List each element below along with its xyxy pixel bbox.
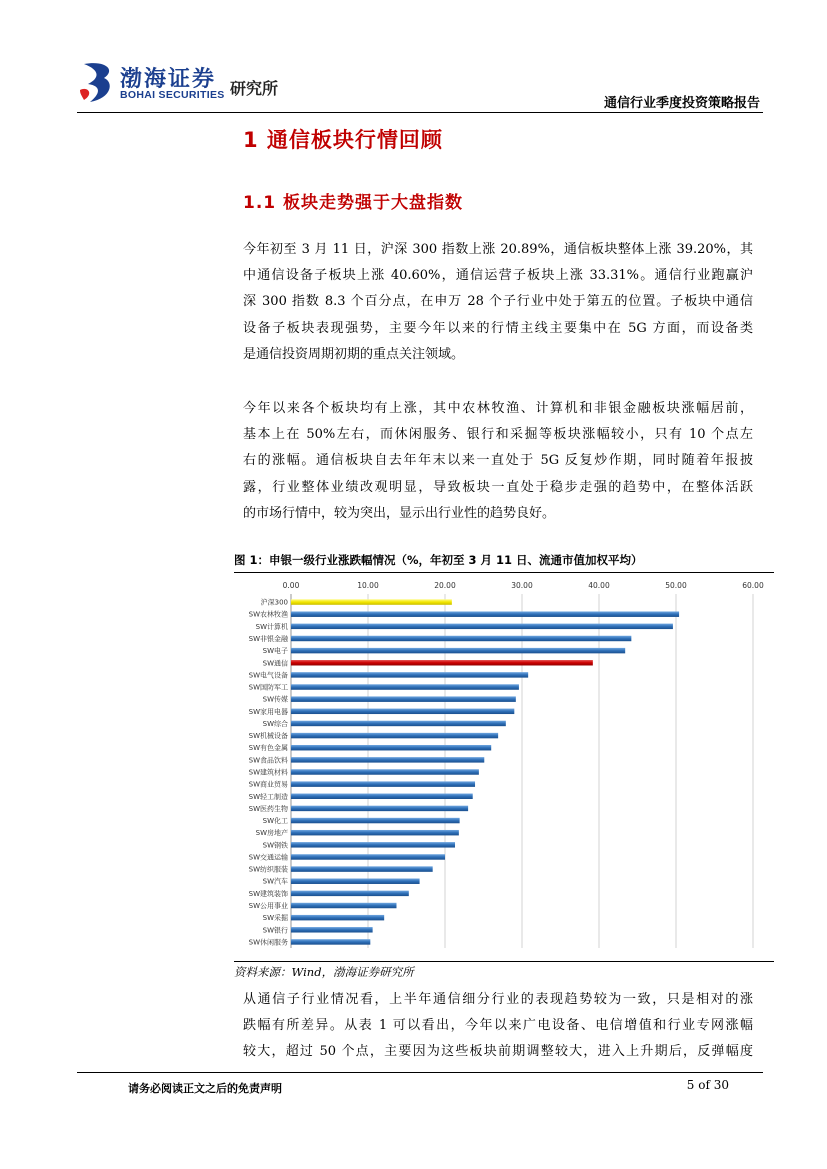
text-line: 今年以来各个板块均有上涨，其中农林牧渔、计算机和非银金融板块涨幅居前， xyxy=(243,401,753,416)
text-line: 跌幅有所差异。从表 1 可以看出，今年以来广电设备、电信增值和行业专网涨幅 xyxy=(243,1018,753,1034)
bar-SW家用电器 xyxy=(291,709,514,714)
text-line: 露，行业整体业绩改观明显，导致板块一直处于稳步走强的趋势中，在整体活跃 xyxy=(243,479,753,495)
page-number: 5 of 30 xyxy=(686,1078,729,1092)
logo-cn-text: 渤海证券 xyxy=(120,67,217,92)
bar-SW汽车 xyxy=(291,879,420,884)
bar-SW综合 xyxy=(291,721,506,726)
text-line: 设备子板块表现强势，主要今年以来的行情主线主要集中在 5G 方面，而设备类 xyxy=(243,320,753,336)
bohai-logo-icon xyxy=(78,60,118,104)
bar-SW采掘 xyxy=(291,915,384,920)
paragraph-2 xyxy=(243,396,753,527)
bar-SW轻工制造 xyxy=(291,794,473,799)
x-tick-label: 10.00 xyxy=(357,581,379,590)
bar-chart xyxy=(234,574,774,960)
category-label: SW医药生物 xyxy=(248,804,288,813)
x-tick-label: 50.00 xyxy=(665,581,687,590)
text-line: 基本上在 50%左右，而休闲服务、银行和采掘等板块涨幅较小，只有 10 个点左 xyxy=(243,427,753,443)
x-tick-label: 0.00 xyxy=(282,581,300,590)
bar-SW房地产 xyxy=(291,830,459,835)
bar-SW建筑装饰 xyxy=(291,891,409,896)
text-line: 从通信子行业情况看，上半年通信细分行业的表现趋势较为一致，只是相对的涨 xyxy=(243,992,753,1007)
text-line: 较大，超过 50 个点，主要因为这些板块前期调整较大，进入上升期后，反弹幅度 xyxy=(243,1044,753,1060)
category-label: SW非银金融 xyxy=(248,634,288,643)
dept-label: 研究所 xyxy=(230,79,279,98)
bar-SW国防军工 xyxy=(291,684,519,689)
bar-SW纺织服装 xyxy=(291,866,433,871)
bar-SW通信 xyxy=(291,660,593,665)
bar-SW电子 xyxy=(291,648,625,653)
category-label: SW建筑材料 xyxy=(248,768,288,777)
paragraph-1 xyxy=(243,237,753,368)
category-label: SW传媒 xyxy=(262,695,288,704)
text-line: 的市场行情中，较为突出，显示出行业性的趋势良好。 xyxy=(243,505,556,521)
category-label: SW家用电器 xyxy=(248,707,288,716)
category-label: SW商业贸易 xyxy=(248,780,288,789)
text-line: 是通信投资周期初期的重点关注领域。 xyxy=(243,346,465,362)
category-label: SW轻工制造 xyxy=(248,792,288,801)
category-label: SW钢铁 xyxy=(262,841,288,850)
category-label: SW综合 xyxy=(262,719,288,728)
logo-en-text: BOHAI SECURITIES xyxy=(120,89,225,101)
chart-svg xyxy=(234,574,774,960)
figure-bottom-rule xyxy=(234,961,774,962)
x-tick-label: 40.00 xyxy=(588,581,610,590)
category-label: SW休闲服务 xyxy=(248,938,288,947)
x-tick-label: 60.00 xyxy=(742,581,764,590)
bar-SW化工 xyxy=(291,818,460,823)
category-label: SW建筑装饰 xyxy=(248,889,288,898)
bar-SW休闲服务 xyxy=(291,939,370,944)
category-label: SW纺织服装 xyxy=(248,865,288,874)
section-heading: 1 通信板块行情回顾 xyxy=(243,128,443,152)
paragraph-3 xyxy=(243,987,753,1066)
bar-SW医药生物 xyxy=(291,806,468,811)
figure-title: 图 1：申银一级行业涨跌幅情况（%，年初至 3 月 11 日、流通市值加权平均） xyxy=(234,553,643,567)
category-label: SW计算机 xyxy=(255,622,288,631)
bar-SW银行 xyxy=(291,927,373,932)
text-line: 右的涨幅。通信板块自去年年末以来一直处于 5G 反复炒作期，同时随着年报披 xyxy=(243,453,753,469)
category-label: SW电子 xyxy=(262,647,288,656)
bar-SW钢铁 xyxy=(291,842,455,847)
x-tick-label: 20.00 xyxy=(434,581,456,590)
bar-SW建筑材料 xyxy=(291,769,479,774)
category-label: SW交通运输 xyxy=(248,853,288,862)
bar-SW交通运输 xyxy=(291,854,445,859)
text-line: 深 300 指数 8.3 个百分点，在申万 28 个子行业中处于第五的位置。子板块中通信 xyxy=(243,294,753,310)
category-label: SW农林牧渔 xyxy=(248,610,288,619)
category-label: SW房地产 xyxy=(255,829,288,838)
bar-SW非银金融 xyxy=(291,636,631,641)
bar-SW商业贸易 xyxy=(291,781,475,786)
company-logo xyxy=(78,60,228,106)
bar-SW农林牧渔 xyxy=(291,611,679,616)
text-line: 中通信设备子板块上涨 40.60%，通信运营子板块上涨 33.31%。通信行业跑赢沪 xyxy=(243,268,753,284)
category-label: SW国防军工 xyxy=(248,683,288,692)
bar-SW公用事业 xyxy=(291,903,396,908)
bar-SW有色金属 xyxy=(291,745,491,750)
category-label: SW食品饮料 xyxy=(248,756,288,765)
bar-SW电气设备 xyxy=(291,672,528,677)
report-title: 通信行业季度投资策略报告 xyxy=(603,96,760,111)
footer-divider xyxy=(77,1072,763,1073)
category-label: SW有色金属 xyxy=(248,744,288,753)
category-label: SW公用事业 xyxy=(248,902,288,911)
subsection-heading: 1.1 板块走势强于大盘指数 xyxy=(243,193,464,213)
bar-SW机械设备 xyxy=(291,733,498,738)
bar-SW食品饮料 xyxy=(291,757,484,762)
category-label: SW通信 xyxy=(262,659,288,668)
x-tick-label: 30.00 xyxy=(511,581,533,590)
figure-top-rule xyxy=(234,572,774,573)
category-label: SW电气设备 xyxy=(248,671,288,680)
figure-source: 资料来源：Wind，渤海证券研究所 xyxy=(234,965,414,979)
bar-SW计算机 xyxy=(291,624,673,629)
category-label: SW化工 xyxy=(262,817,288,826)
category-label: SW汽车 xyxy=(262,877,288,886)
bar-SW传媒 xyxy=(291,696,516,701)
category-label: SW银行 xyxy=(262,926,288,935)
category-label: SW采掘 xyxy=(262,914,288,923)
text-line: 今年初至 3 月 11 日，沪深 300 指数上涨 20.89%，通信板块整体上涨 39.20%，其 xyxy=(243,242,753,257)
bar-沪深300 xyxy=(291,599,452,604)
disclaimer-note: 请务必阅读正文之后的免责声明 xyxy=(128,1082,282,1095)
category-label: SW机械设备 xyxy=(248,732,288,741)
category-label: 沪深300 xyxy=(260,598,288,607)
header-divider xyxy=(77,112,763,113)
